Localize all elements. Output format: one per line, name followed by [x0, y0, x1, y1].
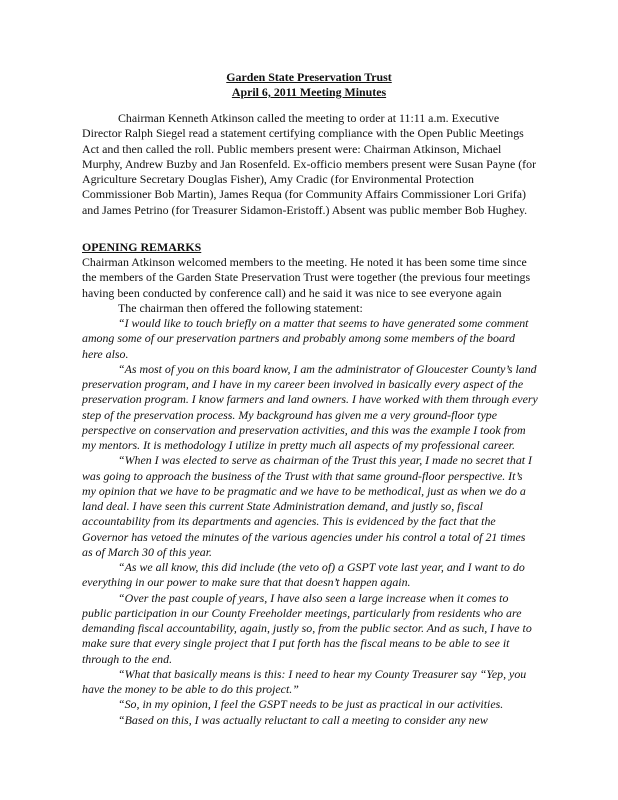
quote-paragraph: “Over the past couple of years, I have also seen a large increase when it comes to public participation in our County Freeholder meetings, particularly from residents who are demanding fiscal accountability, again, justly so, from the public sector. And as such, I have to make sure that every single project that I put forth has the fiscal means to be able to see it through to the end. [82, 590, 532, 666]
paragraph: Chairman Atkinson welcomed members to the meeting. He noted it has been some time since the members of the Garden State Preservation Trust were together (the previous four meetings having been conducted by conference call) and he said it was nice to see everyone again [82, 255, 531, 300]
paragraph: The chairman then offered the following statement: [118, 300, 363, 315]
opening-remarks-section [82, 255, 538, 728]
quote-paragraph: “As most of you on this board know, I am the administrator of Gloucester County’s land preservation program, and I have in my career been involved in basically every aspect of the preservation program. I know farmers and land owners. I have worked with them through every step of the preservation process. My background has given me a very ground-floor type perspective on conservation and preservation activities, and this was the example I took from my mentors. It is methodology I utilize in pretty much all aspects of my professional career. [82, 361, 538, 452]
quote-paragraph: “So, in my opinion, I feel the GSPT needs to be just as practical in our activities. [118, 697, 504, 712]
quote-paragraph: “Based on this, I was actually reluctant to call a meeting to consider any new [118, 712, 488, 727]
quote-paragraph: “I would like to touch briefly on a matter that seems to have generated some comment among some of our preservation partners and probably among some members of the board here also. [82, 316, 529, 361]
intro-paragraph: Chairman Kenneth Atkinson called the meeting to order at 11:11 a.m. Executive Director Ralph Siegel read a statement certifying compliance with the Open Public Meetings Act and then called the roll. Public members present were: Chairman Atkinson, Michael Murphy, Andrew Buzby and Jan Rosenfeld. Ex-officio members present were Susan Payne (for Agriculture Secretary Douglas Fisher), Amy Cradic (for Environmental Protection Commissioner Bob Martin), James Requa (for Community Affairs Commissioner Lori Grifa) and James Petrino (for Treasurer Sidamon-Eristoff.) Absent was public member Bob Hughey. [82, 111, 537, 217]
document-subtitle: April 6, 2011 Meeting Minutes [231, 85, 387, 99]
quote-paragraph: “As we all know, this did include (the veto of) a GSPT vote last year, and I want to do everything in our power to make sure that that doesn’t happen again. [82, 560, 525, 590]
document-title: Garden State Preservation Trust [226, 70, 392, 84]
quote-paragraph: “When I was elected to serve as chairman of the Trust this year, I made no secret that I was going to approach the business of the Trust with that same ground-floor perspective. It’s my opinion that we have to be pragmatic and we have to be methodical, just as when we do a land deal. I have seen this current State Administration demand, and justly so, fiscal accountability from its departments and agencies. This is evidenced by the fact that the Governor has vetoed the minutes of the various agencies under his control a total of 21 times as of March 30 of this year. [82, 453, 533, 559]
intro-section [82, 111, 538, 218]
quote-paragraph: “What that basically means is this: I need to hear my County Treasurer say “Yep, you have the money to be able to do this project.” [82, 666, 527, 696]
section-heading: OPENING REMARKS [82, 240, 202, 254]
